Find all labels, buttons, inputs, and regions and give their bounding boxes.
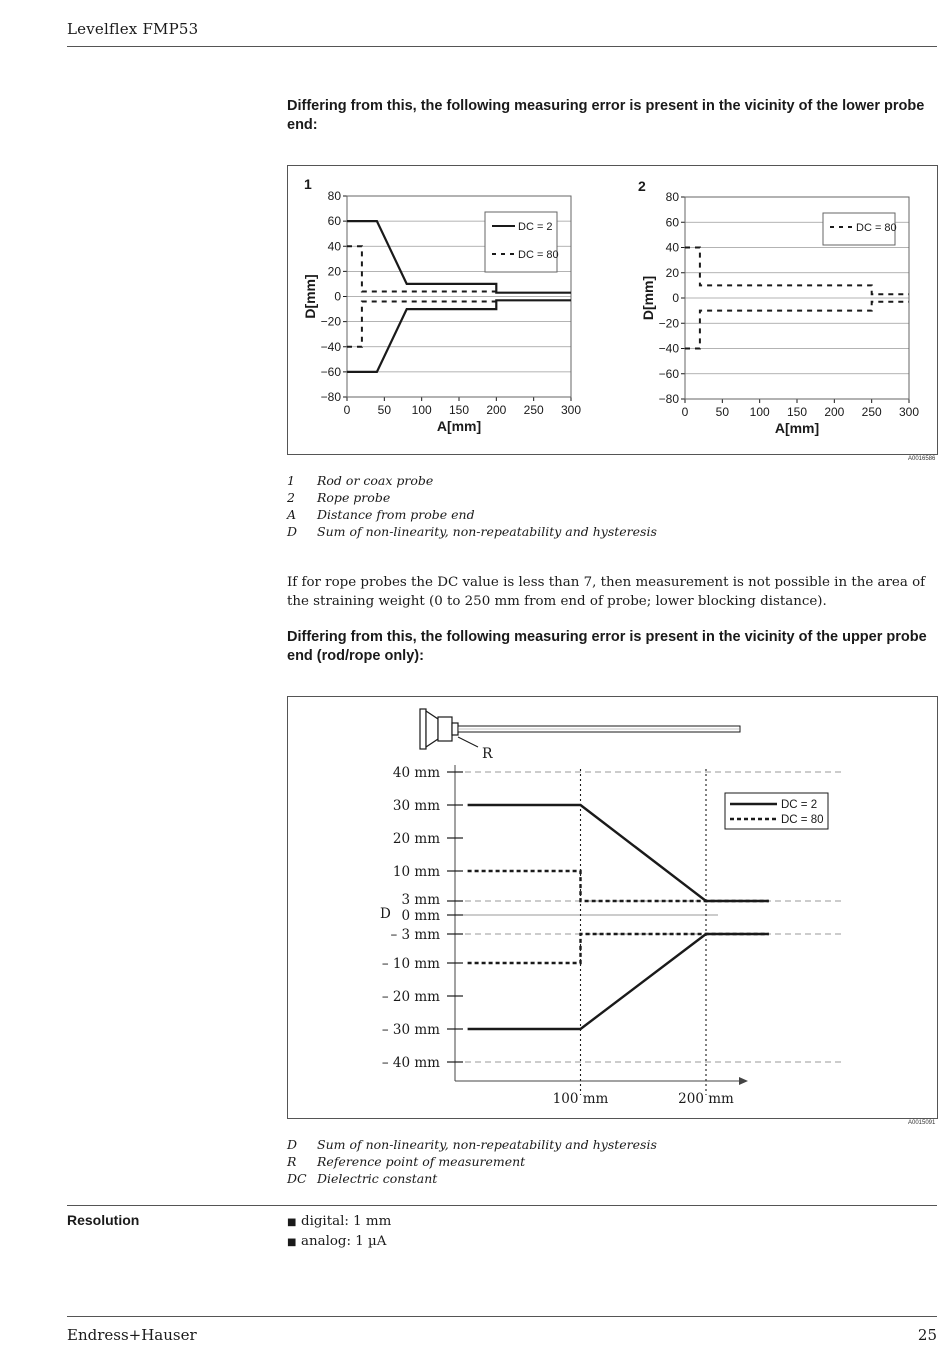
legend-text: Dielectric constant [317,1171,438,1186]
legend-key: D [287,1137,298,1152]
legend-key: A [287,507,297,522]
y-tick-label: 80 [665,190,679,204]
y-tick-label: −80 [658,392,679,406]
bullet-icon: ■ [287,1237,297,1248]
y-tick-label: 30 mm [392,798,440,814]
legend-item [287,1153,657,1170]
y-tick-label: – 20 mm [381,989,440,1005]
ref-leader [458,737,478,747]
x-tick-label: 50 [715,405,730,419]
x-tick-label: 150 [786,405,808,419]
y-tick-label: 40 [665,240,679,255]
y-tick-label: −20 [658,316,679,331]
probe-illustration [420,709,740,749]
resolution-label: Resolution [67,1212,140,1228]
y-tick-label: −60 [320,364,341,379]
legend-key: D [287,524,298,539]
legend-text: Rope probe [317,490,391,505]
figure-lower-probe-end [287,165,938,455]
figure2-legend [287,1136,657,1187]
figure-lower-probe-svg [288,166,937,454]
series-line [347,300,571,372]
series-line [468,871,769,901]
legend-item [287,1170,657,1187]
series-line [685,302,909,349]
x-tick-label: 0 [681,405,689,419]
x-tick-label: 300 [560,403,582,417]
legend-item [287,506,657,523]
legend-text: Rod or coax probe [317,473,434,488]
legend-text: Sum of non-linearity, non-repeatability and hysteresis [317,524,657,539]
y-tick-label: −40 [658,341,679,356]
y-tick-label: – 40 mm [381,1055,440,1071]
y-axis-label: D[mm] [302,274,318,319]
y-tick-label: 10 mm [392,864,440,880]
x-tick-label: 150 [448,403,470,417]
probe-flange [420,709,426,749]
resolution-list [287,1212,391,1252]
y-tick-label: 60 [665,215,679,230]
x-tick-label: 200 [824,405,845,419]
list-item [287,1232,391,1252]
legend-label: DC = 2 [781,799,818,811]
y-tick-label: 40 [327,239,341,254]
panel-label: 1 [304,176,312,192]
y-tick-label: 80 [327,189,341,203]
legend-label: DC = 80 [518,249,559,261]
bullet-icon: ■ [287,1217,297,1228]
legend-key: DC [287,1171,307,1186]
y-tick-label: 40 mm [392,765,440,781]
legend-label: DC = 80 [781,814,824,826]
x-tick-label: 200 mm [678,1091,734,1107]
legend-label: DC = 2 [518,221,553,233]
legend-key: R [287,1154,297,1169]
intro-upper-heading: Differing from this, the following measuring error is present in the vicinity of the upper probe end (rod/rope only): [287,629,927,664]
header-rule [67,46,937,47]
footer-brand: Endress+Hauser [67,1326,197,1344]
y-tick-label: 0 [334,289,341,304]
figure-upper-probe-end [287,696,938,1119]
list-item-text: analog: 1 µA [301,1234,387,1249]
x-axis-label: A[mm] [436,418,482,434]
series-line [468,934,769,963]
x-axis-arrow [739,1077,748,1085]
legend-label: DC = 80 [856,222,897,234]
page-number: 25 [917,1326,937,1344]
x-tick-label: 100 mm [552,1091,609,1107]
y-tick-label: −60 [658,366,679,381]
y-tick-label: – 30 mm [381,1022,440,1038]
x-tick-label: 100 [749,405,770,419]
series-line [468,805,769,901]
ref-point-label: R [482,746,493,762]
y-tick-label: 0 mm [401,908,440,924]
y-tick-label: 20 [665,265,679,280]
legend-text: Distance from probe end [317,507,475,522]
y-tick-label: −20 [320,314,341,329]
x-axis-label: A[mm] [774,420,820,436]
y-tick-label: 60 [327,214,341,229]
y-tick-label: −80 [320,390,341,404]
probe-nut [438,717,452,741]
intro-lower-heading: Differing from this, the following measuring error is present in the vicinity of the lower probe end: [287,98,925,133]
x-tick-label: 250 [523,403,544,417]
y-tick-label: – 3 mm [390,927,440,943]
series-line [685,248,909,295]
y-tick-label: 0 [672,291,679,305]
series-line [468,934,769,1029]
legend-item [287,1136,657,1153]
list-item-text: digital: 1 mm [301,1214,392,1229]
running-header: Levelflex FMP53 [67,20,199,38]
footer-rule [67,1316,937,1317]
x-tick-label: 250 [861,405,882,419]
legend-text: Reference point of measurement [317,1154,526,1169]
probe-housing [426,711,438,747]
x-tick-label: 200 [486,403,507,417]
figure2-code: A0015091 [908,1120,936,1126]
legend-text: Sum of non-linearity, non-repeatability and hysteresis [317,1137,657,1152]
x-tick-label: 300 [898,405,920,419]
y-tick-label: −40 [320,339,341,354]
figure1-legend [287,472,657,540]
rope-probe-paragraph: If for rope probes the DC value is less than 7, then measurement is not possible in the area of the straining weight (0 to 250 mm from end of probe; lower blocking distance). [287,575,926,609]
panel-label: 2 [638,178,646,194]
y-tick-label: 3 mm [401,892,440,908]
legend-key: 1 [287,473,295,488]
legend-item [287,472,657,489]
legend-item [287,489,657,506]
figure1-code: A0016586 [908,456,936,462]
figure-upper-probe-svg [288,697,937,1118]
legend-item [287,523,657,540]
y-axis-label: D[mm] [640,275,656,321]
section-rule [67,1205,937,1206]
legend-key: 2 [287,490,295,505]
y-tick-label: – 10 mm [381,956,440,972]
y-tick-label: 20 [327,264,341,279]
d-axis-label: D [380,906,391,922]
x-tick-label: 0 [343,403,351,417]
x-tick-label: 50 [377,403,392,417]
x-tick-label: 100 [411,403,432,417]
y-tick-label: 20 mm [392,831,440,847]
probe-thread [452,723,458,735]
list-item [287,1212,391,1232]
